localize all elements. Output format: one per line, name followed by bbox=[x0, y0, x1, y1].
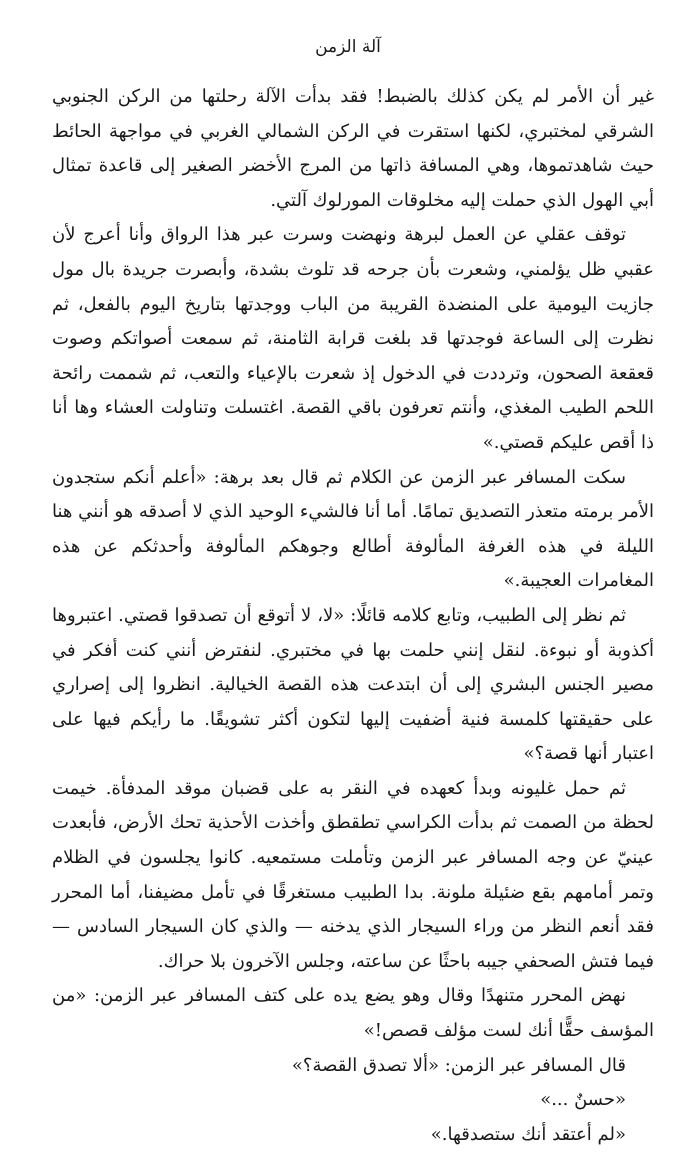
paragraph: ثم نظر إلى الطبيب، وتابع كلامه قائلًا: «لا، لا أتوقع أن تصدقوا قصتي. اعتبروها أكذوبة أو نبوءة. لنقل إنني حلمت بها في مختبري. لنفترض أنني كنت أفكر في مصير الجنس البشري إلى أن ابتدعت هذه القصة الخيالية. انظروا إلى إصراري على حقيقتها كلمسة فنية أضفيت إليها لتكون أكثر تشويقًا. ما رأيكم فيها على اعتبار أنها قصة؟» bbox=[52, 604, 654, 765]
paragraph: «لم أعتقد أنك ستصدقها.» bbox=[430, 1123, 626, 1145]
paragraph: «حسنٌ ...» bbox=[540, 1089, 626, 1111]
body-text bbox=[52, 80, 654, 1152]
paragraph: نهض المحرر متنهدًا وقال وهو يضع يده على كتف المسافر عبر الزمن: «من المؤسف حقًّا أنك لست مؤلف قصص!» bbox=[52, 985, 654, 1042]
paragraph: ثم حمل غليونه وبدأ كعهده في النقر به على قضبان موقد المدفأة. خيمت لحظة من الصمت ثم بدأت الكراسي تطقطق وأخذت الأحذية تحك الأرض، فأبعدت عينيّ عن وجه المسافر عبر الزمن وتأملت مستمعيه. كانوا يجلسون في الظلام وتمر أمامهم بقع ضئيلة ملونة. بدا الطبيب مستغرقًا في تأمل مضيفنا، أما المحرر فقد أنعم النظر من وراء السيجار الذي يدخنه — والذي كان السيجار السادس — فيما فتش الصحفي جيبه باحثًا عن ساعته، وجلس الآخرون بلا حراك. bbox=[52, 777, 654, 972]
paragraph: قال المسافر عبر الزمن: «ألا تصدق القصة؟» bbox=[291, 1054, 626, 1076]
paragraph: توقف عقلي عن العمل لبرهة ونهضت وسرت عبر هذا الرواق وأنا أعرج لأن عقبي ظل يؤلمني، وشعرت بأن جرحه قد تلوث بشدة، وأبصرت جريدة بال مول جازيت اليومية على المنضدة القريبة من الباب ووجدتها بتاريخ اليوم بالفعل، ثم نظرت إلى الساعة فوجدتها قد بلغت قرابة الثامنة، ثم سمعت أصواتكم وصوت قعقعة الصحون، وترددت في الدخول إذ شعرت بالإعياء والتعب، ثم شممت رائحة اللحم الطيب المغذي، وأنتم تعرفون باقي القصة. اغتسلت وتناولت العشاء وها أنا ذا أقص عليكم قصتي.» bbox=[52, 224, 654, 453]
paragraph: سكت المسافر عبر الزمن عن الكلام ثم قال بعد برهة: «أعلم أنكم ستجدون الأمر برمته متعذر التصديق تمامًا. أما أنا فالشيء الوحيد الذي لا أصدقه هو أنني هنا الليلة في هذه الغرفة المألوفة أطالع وجوهكم المألوفة وأحدثكم عن هذه المغامرات العجيبة.» bbox=[52, 466, 654, 592]
running-head: آلة الزمن bbox=[315, 37, 381, 57]
paragraph: غير أن الأمر لم يكن كذلك بالضبط! فقد بدأت الآلة رحلتها من الركن الجنوبي الشرقي لمختبري، لكنها استقرت في الركن الشمالي الغربي في مواجهة الحائط حيث شاهدتموها، وهي المسافة ذاتها من المرج الأخضر الصغير إلى قاعدة تمثال أبي الهول الذي حملت إليه مخلوقات المورلوك آلتي. bbox=[52, 86, 654, 211]
